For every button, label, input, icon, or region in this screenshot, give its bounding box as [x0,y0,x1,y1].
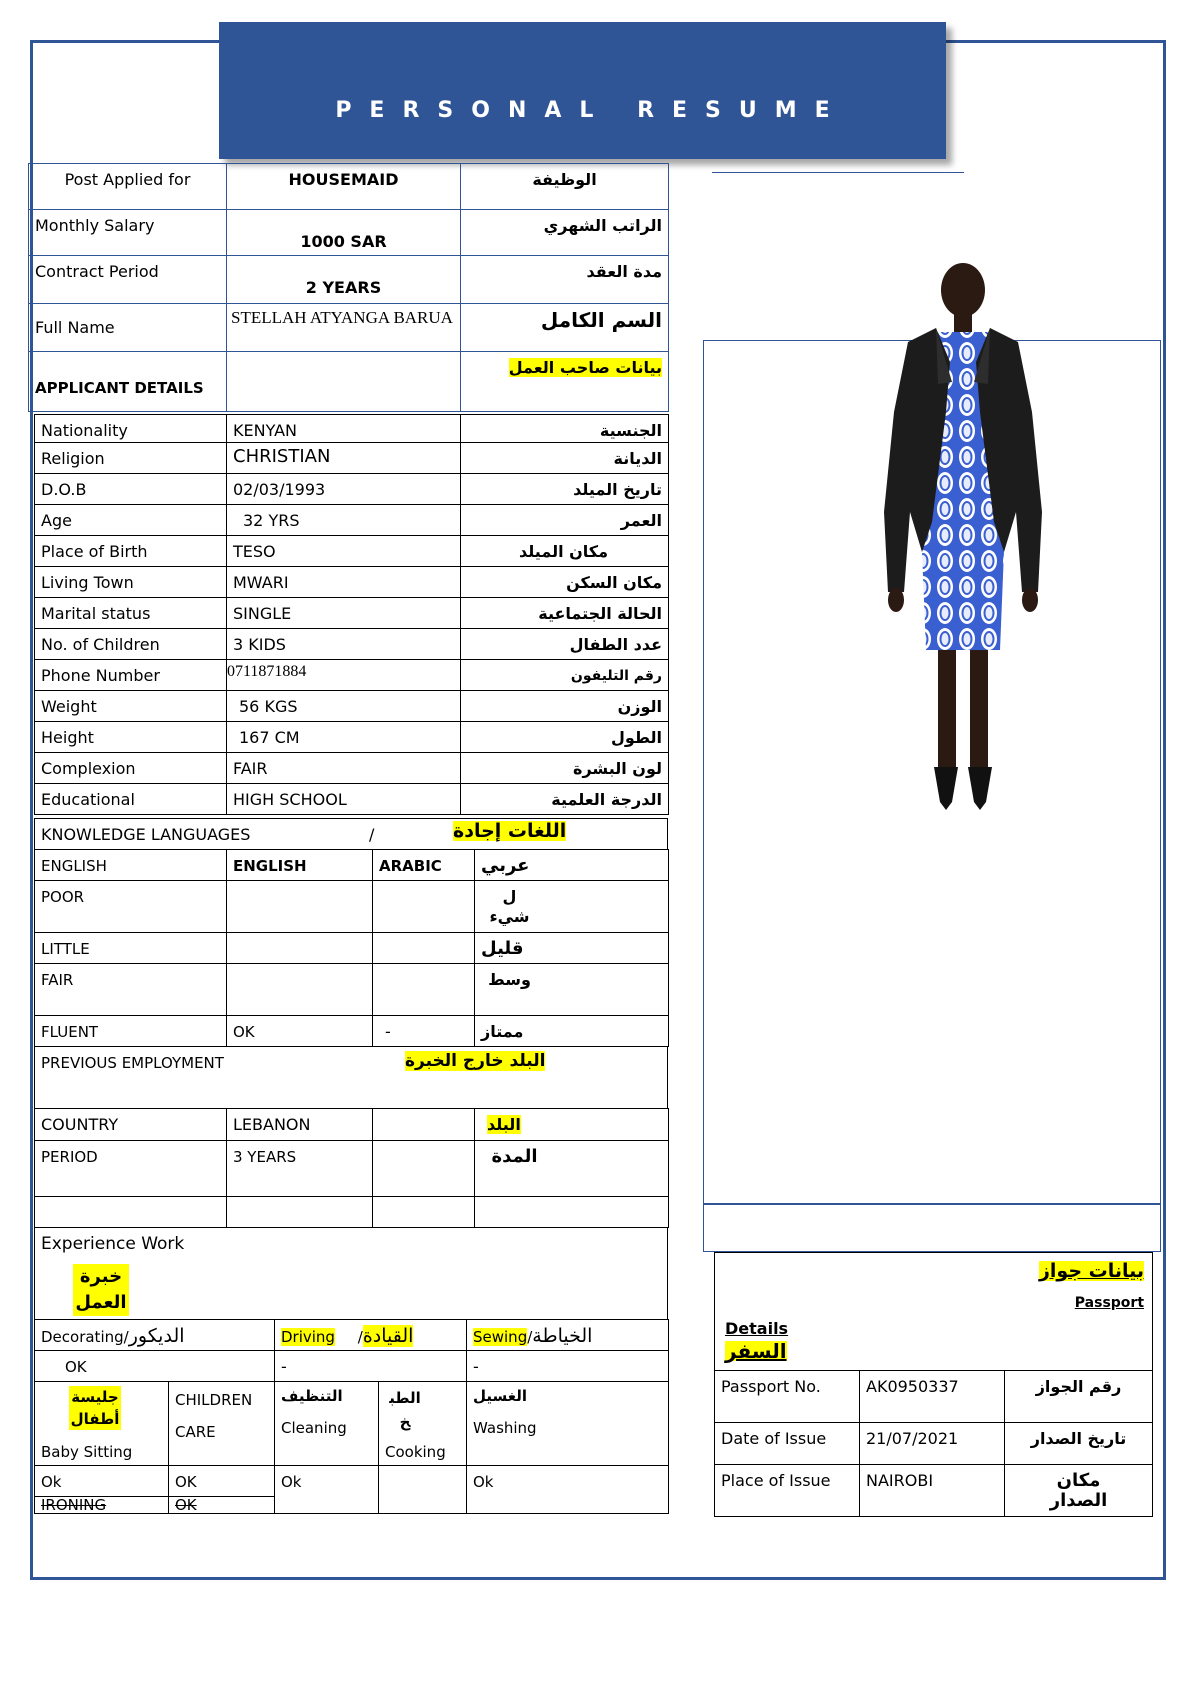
religion-label: Religion [35,443,227,474]
skills-table-top [34,1319,669,1382]
living-town-label: Living Town [35,567,227,598]
passport-no-ar: رقم الجواز [1005,1371,1153,1423]
lang-row-english: OK [227,1016,373,1047]
issue-place-value: NAIROBI [860,1465,1005,1517]
phone-ar: رقم التليفون [461,660,669,691]
cleaning-value: Ok [275,1466,379,1514]
passport-details-ar: السفر [725,1339,787,1363]
issue-date-ar: تاريخ الصدار [1005,1423,1153,1465]
cleaning-skill: التنظيف Cleaning [275,1382,379,1466]
passport-table [714,1252,1153,1517]
employment-header [34,1046,668,1109]
weight-value: 56 KGS [227,691,461,722]
salary-value: 1000 SAR [227,210,461,256]
lang-col-arabic-ar: عربي [475,850,669,881]
lang-row-ar: قليل [475,933,669,964]
phone-value: 0711871884 [227,660,461,691]
birthplace-label: Place of Birth [35,536,227,567]
lang-row-ar: ممتاز [475,1016,669,1047]
employer-details-ar: بيانات صاحب العمل [461,352,669,412]
ironing-label: IRONING [35,1497,169,1514]
height-label: Height [35,722,227,753]
religion-value: CHRISTIAN [227,443,461,474]
lang-row-ar: ل شيء [475,881,669,933]
driving-skill: Driving /القيادة [275,1320,467,1351]
decorating-skill: Decorating/الديكور [35,1320,275,1351]
lang-row-english [227,881,373,933]
height-ar: الطول [461,722,669,753]
header-table [28,163,669,412]
lang-row-level: POOR [35,881,227,933]
marital-label: Marital status [35,598,227,629]
nationality-label: Nationality [35,415,227,443]
passport-details-en: Details [725,1319,789,1338]
children-value: 3 KIDS [227,629,461,660]
divider-line [712,172,964,173]
contract-label-ar: مدة العقد [461,256,669,304]
passport-header [715,1253,1153,1371]
passport-title-en: Passport [1074,1295,1145,1311]
passport-no-value: AK0950337 [860,1371,1005,1423]
dob-ar: تاريخ الميلد [461,474,669,505]
skills-table-bottom [34,1381,669,1514]
page-title: PERSONAL RESUME [335,98,848,123]
driving-value: - [275,1351,467,1382]
lang-row-arabic: - [373,1016,475,1047]
lang-row-arabic [373,964,475,1016]
children-ar: عدد الطفال [461,629,669,660]
cooking-value [379,1466,467,1514]
lang-row-level: FAIR [35,964,227,1016]
country-ar: البلد [475,1109,669,1141]
passport-title-ar: بيانات جواز [1038,1260,1145,1282]
languages-table [34,849,669,1047]
dob-value: 02/03/1993 [227,474,461,505]
passport-no-label: Passport No. [715,1371,860,1423]
period-ar: المدة [475,1141,669,1197]
lang-col-level: ENGLISH [35,850,227,881]
languages-title-ar: اللغات إجادة [453,820,567,842]
lang-row-arabic [373,933,475,964]
education-label: Educational [35,784,227,815]
sewing-value: - [467,1351,669,1382]
lang-row-arabic [373,881,475,933]
experience-header [34,1227,668,1320]
issue-date-value: 21/07/2021 [860,1423,1005,1465]
religion-ar: الديانة [461,443,669,474]
education-value: HIGH SCHOOL [227,784,461,815]
salary-label-ar: الراتب الشهري [461,210,669,256]
complexion-value: FAIR [227,753,461,784]
contract-value: 2 YEARS [227,256,461,304]
complexion-label: Complexion [35,753,227,784]
age-value: 32 YRS [227,505,461,536]
children-care-skill: CHILDREN CARE [169,1382,275,1466]
education-ar: الدرجة العلمية [461,784,669,815]
complexion-ar: لون البشرة [461,753,669,784]
applicant-details-label: APPLICANT DETAILS [29,352,227,412]
marital-value: SINGLE [227,598,461,629]
post-value: HOUSEMAID [227,164,461,210]
birthplace-value: TESO [227,536,461,567]
country-label: COUNTRY [35,1109,227,1141]
details-table [34,414,669,815]
nationality-ar: الجنسية [461,415,669,443]
country-value: LEBANON [227,1109,373,1141]
title-banner [219,22,946,159]
weight-label: Weight [35,691,227,722]
birthplace-ar: مكان الميلد [461,536,669,567]
height-value: 167 CM [227,722,461,753]
contract-label: Contract Period [29,256,227,304]
lang-col-arabic: ARABIC [373,850,475,881]
age-label: Age [35,505,227,536]
washing-skill: الغسيل Washing [467,1382,669,1466]
experience-title-ar: خبرة العمل [73,1264,129,1316]
decorating-value: OK [35,1351,275,1382]
cooking-skill: الطبخ Cooking [379,1382,467,1466]
fullname-label: Full Name [29,304,227,352]
living-town-ar: مكان السكن [461,567,669,598]
languages-slash: / [369,825,375,844]
employment-table [34,1108,669,1228]
washing-value: Ok [467,1466,669,1514]
marital-ar: الحالة الجتماعية [461,598,669,629]
applicant-photo [868,262,1058,822]
issue-date-label: Date of Issue [715,1423,860,1465]
applicant-details-value [227,352,461,412]
lang-row-english [227,964,373,1016]
languages-title: KNOWLEDGE LANGUAGES [41,825,251,844]
issue-place-label: Place of Issue [715,1465,860,1517]
nationality-value: KENYAN [227,415,461,443]
issue-place-ar: مكان الصدار [1005,1465,1153,1517]
lang-col-english: ENGLISH [227,850,373,881]
lang-row-english [227,933,373,964]
dob-label: D.O.B [35,474,227,505]
employment-title-ar: البلد خارج الخبرة [405,1051,546,1071]
post-label-ar: الوظيفة [461,164,669,210]
salary-label: Monthly Salary [29,210,227,256]
age-ar: العمر [461,505,669,536]
employment-title: PREVIOUS EMPLOYMENT [41,1054,224,1072]
babysitting-skill: جليسة أطفال Baby Sitting [35,1382,169,1466]
lang-row-ar: وسط [475,964,669,1016]
weight-ar: الوزن [461,691,669,722]
post-label: Post Applied for [29,164,227,210]
fullname-label-ar: السم الكامل [461,304,669,352]
babysitting-value: Ok [35,1466,169,1497]
children-care-value: OK [169,1466,275,1497]
period-value: 3 YEARS [227,1141,373,1197]
lang-row-level: LITTLE [35,933,227,964]
sewing-skill: Sewing/الخياطة [467,1320,669,1351]
lang-row-level: FLUENT [35,1016,227,1047]
ironing-value: OK [169,1497,275,1514]
photo-caption-box [703,1204,1161,1252]
fullname-value: STELLAH ATYANGA BARUA [227,304,461,352]
children-label: No. of Children [35,629,227,660]
living-town-value: MWARI [227,567,461,598]
phone-label: Phone Number [35,660,227,691]
experience-title: Experience Work [41,1234,185,1254]
period-label: PERIOD [35,1141,227,1197]
languages-header [34,818,668,850]
